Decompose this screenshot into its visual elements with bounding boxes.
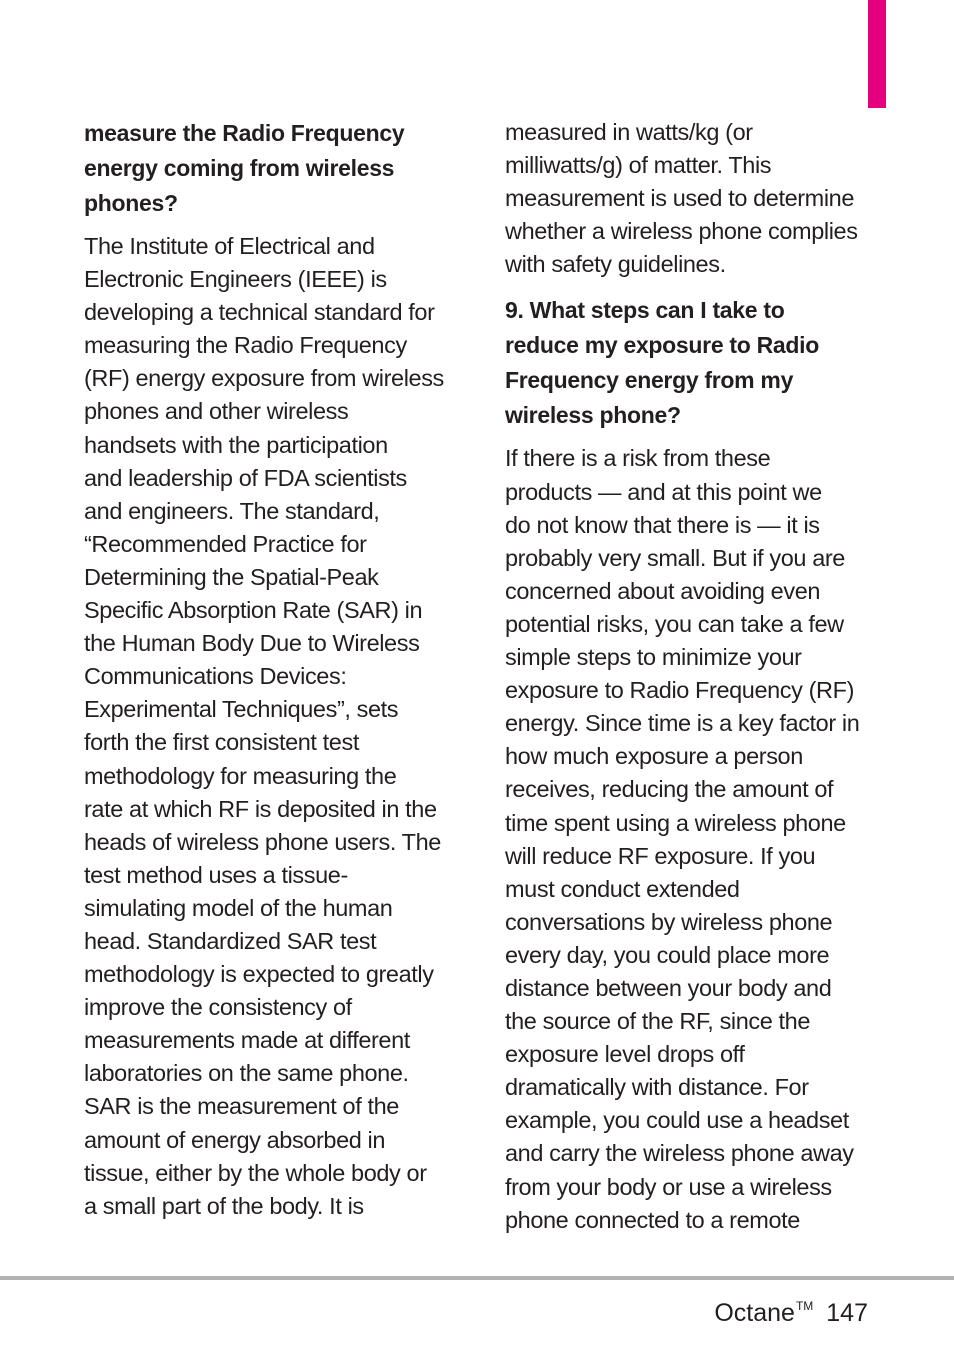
text-line: whether a wireless phone complies [505, 218, 858, 245]
text-line: and engineers. The standard, [84, 497, 380, 524]
sar-definition-paragraph-continued [505, 116, 871, 281]
page-footer [714, 1288, 868, 1331]
text-line: the Human Body Due to Wireless [84, 630, 420, 657]
text-line: must conduct extended [505, 875, 740, 902]
text-line: forth the first consistent test [84, 729, 359, 756]
text-line: exposure level drops off [505, 1041, 745, 1068]
text-line: with safety guidelines. [505, 251, 726, 278]
question-heading-continued [84, 116, 456, 221]
text-line: methodology for measuring the [84, 762, 397, 789]
page-number: 147 [826, 1299, 868, 1327]
text-line: the source of the RF, since the [505, 1008, 811, 1035]
text-line: products — and at this point we [505, 478, 822, 505]
text-line: energy coming from wireless [84, 155, 395, 181]
text-line: phones and other wireless [84, 398, 349, 425]
text-line: measuring the Radio Frequency [84, 332, 407, 359]
text-line: simple steps to minimize your [505, 644, 802, 671]
text-line: Electronic Engineers (IEEE) is [84, 266, 387, 293]
text-line: exposure to Radio Frequency (RF) [505, 677, 854, 704]
text-line: Communications Devices: [84, 663, 347, 690]
text-line: wireless phone? [505, 402, 681, 429]
text-line: The Institute of Electrical and [84, 233, 375, 259]
trademark-symbol: TM [795, 1299, 814, 1313]
footer-divider [0, 1276, 954, 1280]
text-line: rate at which RF is deposited in the [84, 795, 437, 822]
text-line: simulating model of the human [84, 894, 393, 921]
text-line: test method uses a tissue- [84, 861, 348, 888]
text-line: a small part of the body. It is [84, 1192, 364, 1219]
text-line: 9. What steps can I take to [505, 297, 785, 324]
text-line: Determining the Spatial-Peak [84, 563, 379, 590]
text-line: how much exposure a person [505, 743, 803, 770]
text-line: SAR is the measurement of the [84, 1093, 399, 1120]
text-line: milliwatts/g) of matter. This [505, 152, 772, 179]
text-line: methodology is expected to greatly [84, 961, 434, 988]
text-line: every day, you could place more [505, 941, 830, 968]
text-line: Experimental Techniques”, sets [84, 696, 399, 723]
text-line: distance between your body and [505, 974, 832, 1001]
text-line: and leadership of FDA scientists [84, 464, 407, 491]
text-line: probably very small. But if you are [505, 544, 845, 571]
reduce-exposure-paragraph [505, 442, 871, 1236]
text-line: Specific Absorption Rate (SAR) in [84, 597, 423, 624]
text-line: time spent using a wireless phone [505, 809, 846, 836]
right-column [505, 116, 871, 1237]
text-line: measurements made at different [84, 1027, 410, 1054]
text-line: conversations by wireless phone [505, 908, 833, 935]
text-line: amount of energy absorbed in [84, 1126, 386, 1153]
text-line: phone connected to a remote [505, 1206, 800, 1233]
text-line: measure the Radio Frequency [84, 120, 405, 146]
section-tab-marker [868, 0, 886, 108]
text-line: energy. Since time is a key factor in [505, 710, 860, 737]
text-line: and carry the wireless phone away [505, 1140, 854, 1167]
question-9-heading [505, 293, 871, 433]
text-line: phones? [84, 190, 178, 216]
text-line: improve the consistency of [84, 994, 352, 1021]
text-line: tissue, either by the whole body or [84, 1159, 427, 1186]
text-line: potential risks, you can take a few [505, 610, 844, 637]
text-line: heads of wireless phone users. The [84, 828, 441, 855]
text-line: measured in watts/kg (or [505, 119, 753, 145]
text-line: head. Standardized SAR test [84, 927, 377, 954]
text-line: Frequency energy from my [505, 367, 794, 394]
text-line: receives, reducing the amount of [505, 776, 834, 803]
text-line: handsets with the participation [84, 431, 388, 458]
left-column [84, 116, 456, 1223]
text-line: from your body or use a wireless [505, 1173, 832, 1200]
product-name: Octane [714, 1299, 795, 1327]
text-line: (RF) energy exposure from wireless [84, 365, 444, 392]
text-line: laboratories on the same phone. [84, 1060, 409, 1087]
text-line: example, you could use a headset [505, 1107, 849, 1134]
text-line: dramatically with distance. For [505, 1074, 809, 1101]
text-line: developing a technical standard for [84, 299, 435, 326]
text-line: measurement is used to determine [505, 185, 855, 212]
text-line: concerned about avoiding even [505, 577, 821, 604]
text-line: If there is a risk from these [505, 445, 771, 472]
ieee-standard-paragraph [84, 230, 456, 1223]
text-line: “Recommended Practice for [84, 530, 367, 557]
text-line: reduce my exposure to Radio [505, 332, 819, 359]
text-line: do not know that there is — it is [505, 511, 820, 538]
text-line: will reduce RF exposure. If you [505, 842, 816, 869]
